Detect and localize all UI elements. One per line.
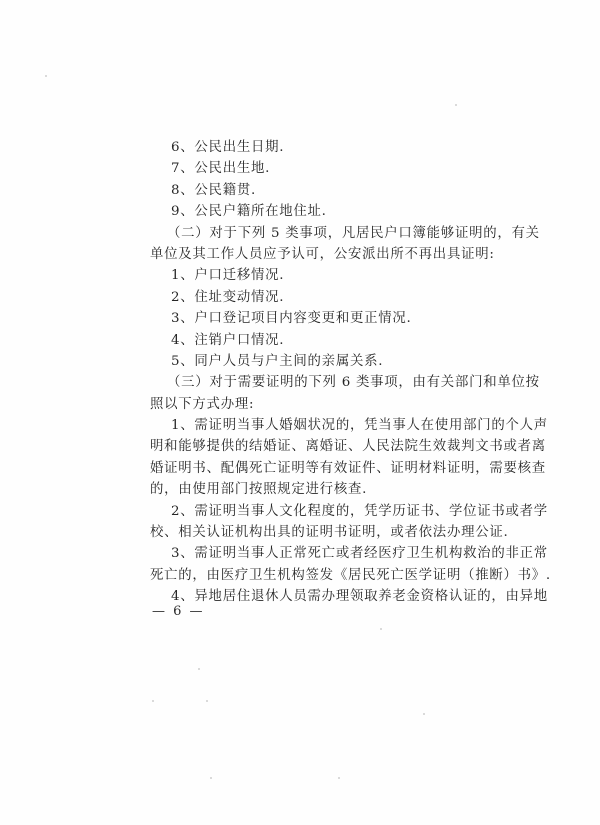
scan-speck	[198, 668, 200, 670]
list-item-6-birth-date: 6、公民出生日期.	[171, 140, 285, 155]
scan-speck	[206, 700, 208, 702]
section-3-item-2-line-1: 2、需证明当事人文化程度的，凭学历证书、学位证书或者学	[171, 503, 548, 519]
section-2-item-5: 5、同户人员与户主间的亲属关系.	[171, 353, 384, 369]
section-3-heading: （三）对于需要证明的下列 6 类事项，由有关部门和单位按	[167, 375, 540, 391]
section-2-heading: （二）对于下列 5 类事项，凡居民户口簿能够证明的，有关	[167, 225, 540, 241]
section-2-item-2: 2、住址变动情况.	[171, 289, 285, 305]
scan-speck	[210, 777, 212, 779]
list-item-7-birthplace: 7、公民出生地.	[171, 161, 271, 177]
section-2-item-3: 3、户口登记项目内容变更和更正情况.	[171, 311, 412, 327]
section-3-continuation: 照以下方式办理:	[150, 396, 255, 412]
section-3-item-4-line-1: 4、异地居住退休人员需办理领取养老金资格认证的，由异地	[171, 589, 548, 605]
section-2-continuation: 单位及其工作人员应予认可，公安派出所不再出具证明:	[150, 246, 495, 262]
page-number: — 6 —	[152, 604, 205, 619]
section-3-item-3-line-2: 死亡的，由医疗卫生机构签发《居民死亡医学证明（推断）书》.	[150, 567, 551, 583]
scan-speck	[380, 628, 382, 630]
list-item-8-native-place: 8、公民籍贯.	[171, 182, 256, 198]
section-3-item-1-line-3: 婚证明书、配偶死亡证明等有效证件、证明材料证明，需要核查	[150, 460, 546, 476]
section-2-item-4: 4、注销户口情况.	[171, 332, 285, 348]
section-2-item-1: 1、户口迁移情况.	[171, 268, 285, 284]
scan-speck	[338, 777, 340, 779]
section-3-item-1-line-1: 1、需证明当事人婚姻状况的，凭当事人在使用部门的个人声	[171, 418, 548, 434]
scan-speck	[423, 713, 425, 715]
section-3-item-2-line-2: 校、相关认证机构出具的证明书证明，或者依法办理公证.	[150, 525, 509, 541]
scan-speck	[152, 700, 154, 702]
list-item-9-registered-address: 9、公民户籍所在地住址.	[171, 204, 327, 220]
document-body	[150, 137, 551, 608]
scan-speck	[455, 104, 457, 106]
section-3-item-3-line-1: 3、需证明当事人正常死亡或者经医疗卫生机构救治的非正常	[171, 546, 548, 562]
scan-speck	[45, 75, 47, 77]
section-3-item-1-line-4: 的，由使用部门按照规定进行核查.	[150, 482, 368, 498]
section-3-item-1-line-2: 明和能够提供的结婚证、离婚证、人民法院生效裁判文书或者离	[150, 439, 546, 455]
